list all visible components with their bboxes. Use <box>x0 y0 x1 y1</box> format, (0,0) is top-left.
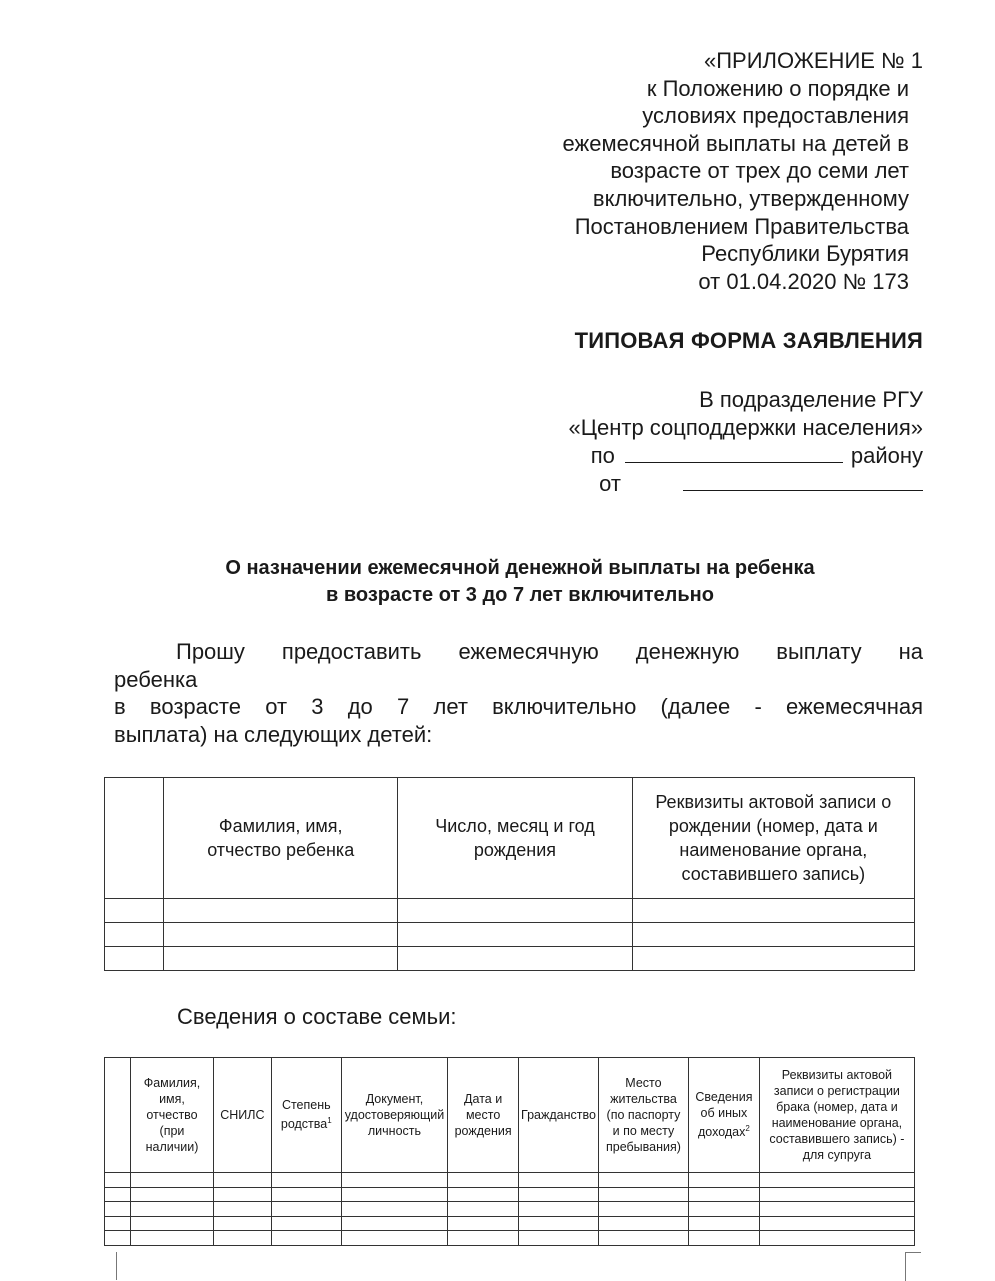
appendix-line: ежемесячной выплаты на детей в <box>562 130 909 156</box>
addressee-line: В подразделение РГУ <box>699 387 923 412</box>
footnote-2: 2 <box>745 1124 750 1134</box>
from-blank-field[interactable] <box>683 472 923 491</box>
family-col-relation: Степень родства$^1$ <box>271 1058 341 1173</box>
addressee-line: «Центр соцподдержки населения» <box>568 415 923 440</box>
table-row <box>105 1216 915 1231</box>
family-section-label: Сведения о составе семьи: <box>177 1004 457 1029</box>
page-corner-mark-left <box>116 1252 117 1280</box>
children-col-birthdate: Число, месяц и год рождения <box>398 778 632 899</box>
district-prefix: по <box>590 443 615 468</box>
table-row <box>105 1202 915 1217</box>
district-blank-field[interactable] <box>625 444 843 463</box>
table-row <box>105 947 915 971</box>
children-col-birth-record: Реквизиты актовой записи о рождении (номер, дата и наименование органа, составившего запись) <box>632 778 914 899</box>
from-prefix: от <box>599 471 621 496</box>
family-col-other-income: Сведения об иных доходах$^2$ <box>688 1058 759 1173</box>
family-table-header-row <box>105 1058 915 1173</box>
family-col-birth: Дата и место рождения <box>448 1058 519 1173</box>
appendix-block <box>562 47 923 295</box>
footnote-1: 1 <box>327 1116 332 1126</box>
children-col-name: Фамилия, имя, отчество ребенка <box>164 778 398 899</box>
family-table <box>104 1057 915 1246</box>
document-heading: О назначении ежемесячной денежной выплаты на ребенка в возрасте от 3 до 7 лет включительно <box>225 557 815 606</box>
family-col-identity-doc: Документ, удостоверяющий личность <box>341 1058 448 1173</box>
district-line <box>568 442 923 470</box>
family-col-citizenship: Гражданство <box>519 1058 599 1173</box>
family-col-residence: Место жительства (по паспорту и по месту пребывания) <box>598 1058 688 1173</box>
family-col-name: Фамилия, имя, отчество (при наличии) <box>131 1058 214 1173</box>
children-table-header-row <box>105 778 915 899</box>
appendix-line: Республики Бурятия <box>701 241 909 267</box>
appendix-line: «ПРИЛОЖЕНИЕ № 1 <box>703 48 923 73</box>
family-col-snils: СНИЛС <box>213 1058 271 1173</box>
request-paragraph: Прошу предоставить ежемесячную денежную выплату на ребенка в возрасте от 3 до 7 лет включительно (далее - ежемесячная выплата) на следующих детей: <box>114 639 923 747</box>
children-table <box>104 777 915 971</box>
table-row <box>105 923 915 947</box>
table-row <box>105 1173 915 1188</box>
appendix-line: от 01.04.2020 № 173 <box>698 268 909 294</box>
district-suffix: району <box>850 443 923 468</box>
table-row <box>105 899 915 923</box>
addressee-block <box>568 386 923 498</box>
table-row <box>105 1187 915 1202</box>
page-corner-mark-right <box>905 1252 921 1281</box>
family-col-marriage-record: Реквизиты актовой записи о регистрации брака (номер, дата и наименование органа, составившего запись) - для супруга <box>759 1058 914 1173</box>
family-col-number <box>105 1058 131 1173</box>
from-line <box>568 470 923 498</box>
appendix-line: возрасте от трех до семи лет <box>610 158 909 184</box>
form-title: ТИПОВАЯ ФОРМА ЗАЯВЛЕНИЯ <box>574 328 923 353</box>
table-row <box>105 1231 915 1246</box>
appendix-line: к Положению о порядке и <box>646 75 909 101</box>
appendix-line: условиях предоставления <box>642 103 909 129</box>
children-col-number <box>105 778 164 899</box>
appendix-line: Постановлением Правительства <box>574 213 909 239</box>
appendix-line: включительно, утвержденному <box>592 185 909 211</box>
